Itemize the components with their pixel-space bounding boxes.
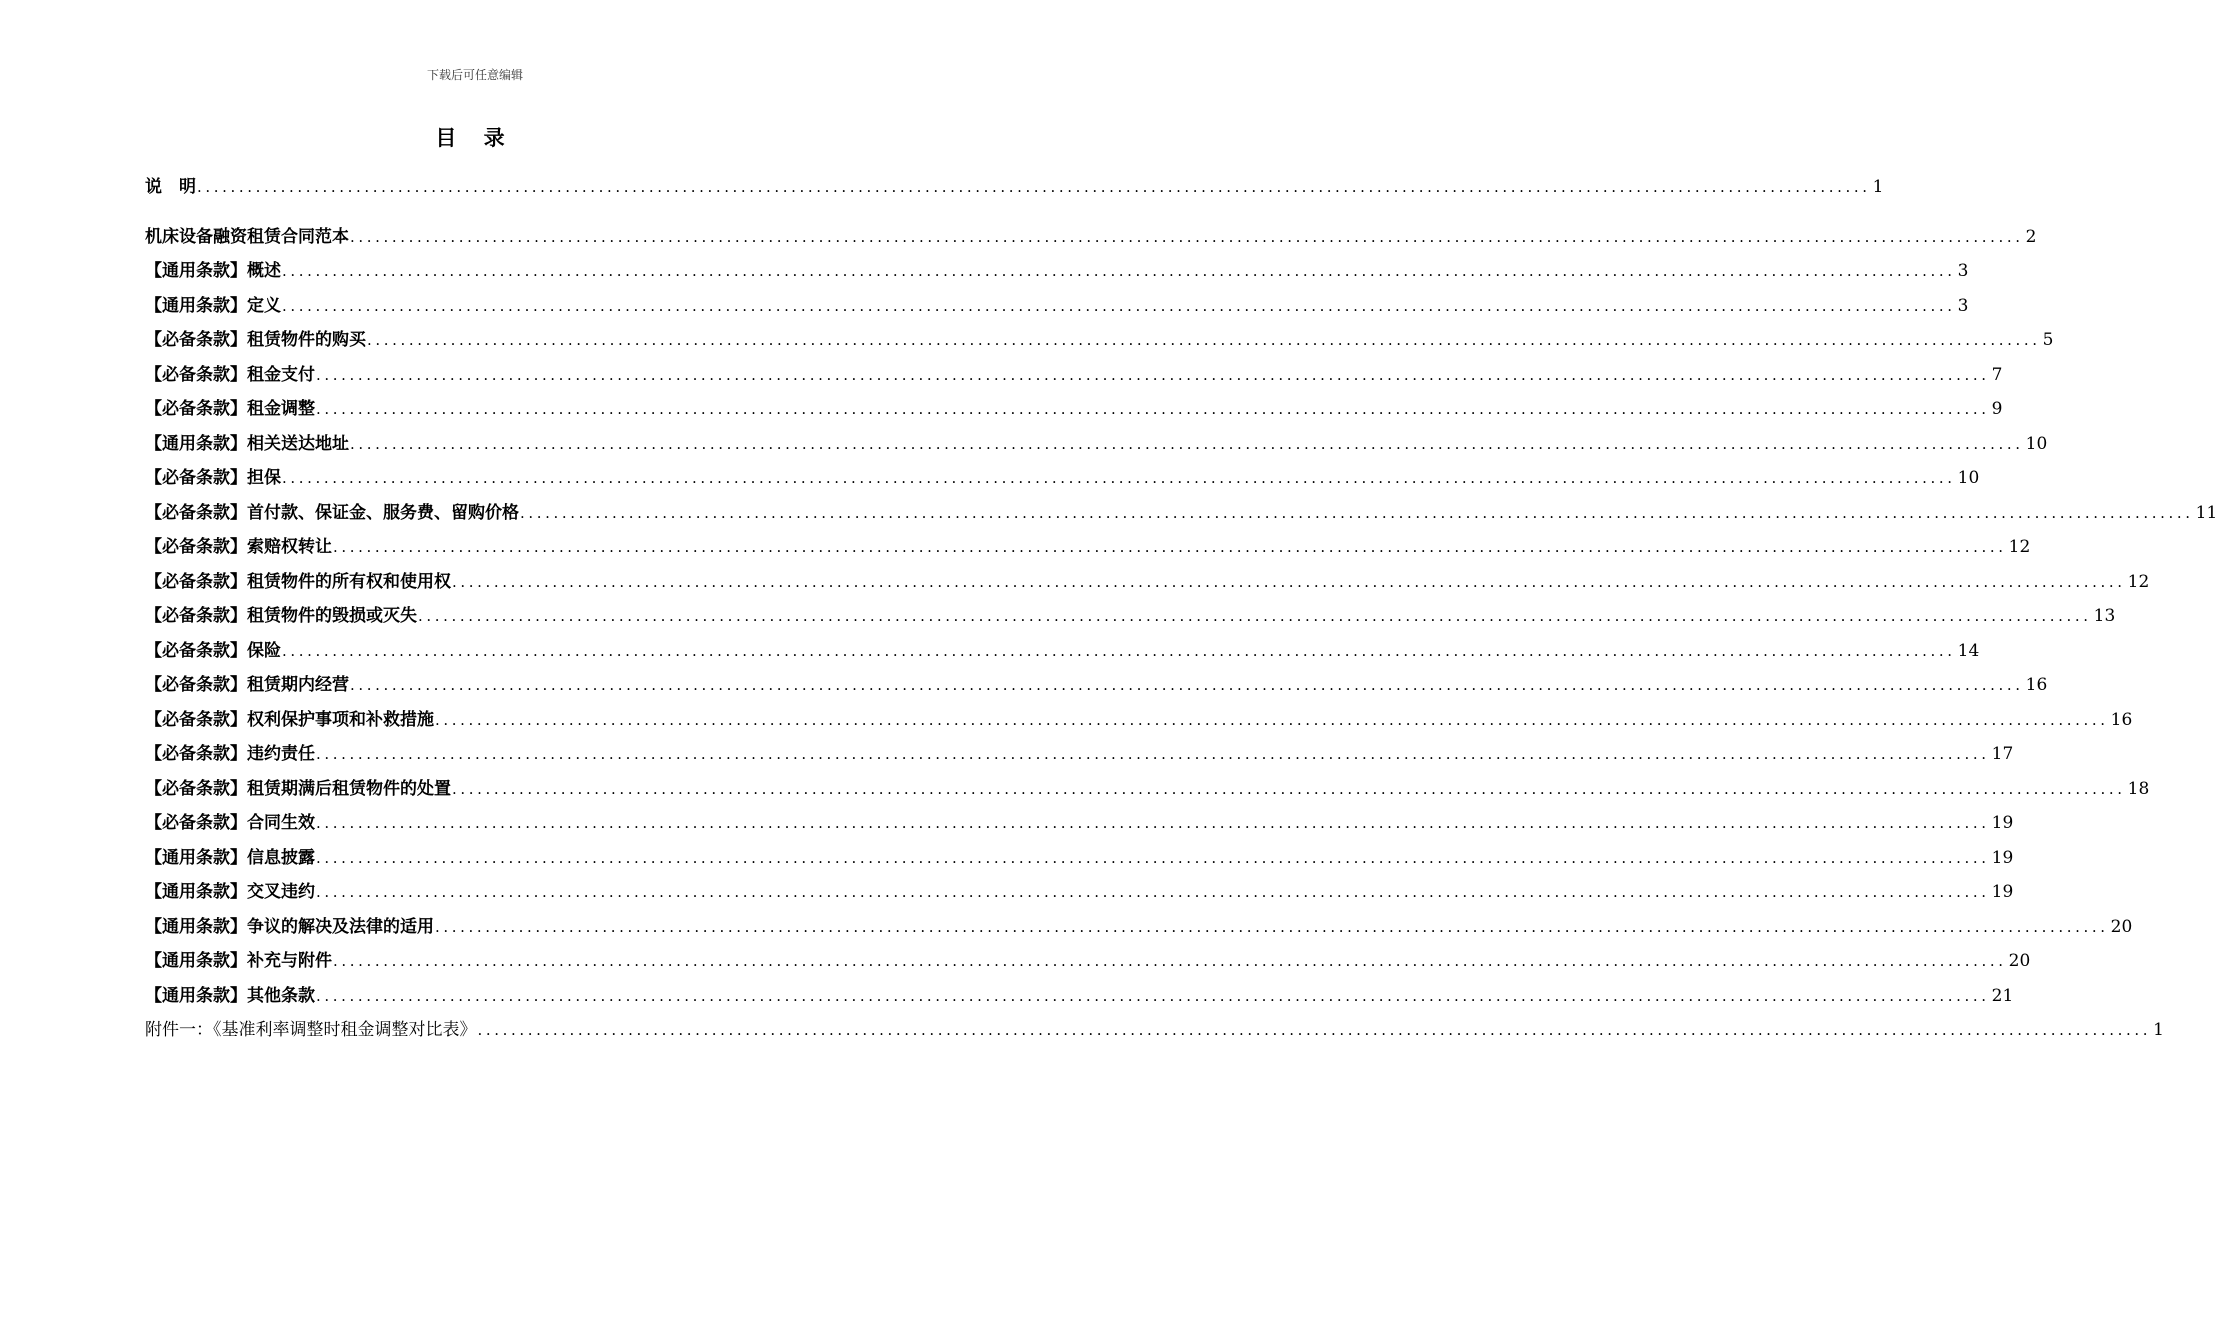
toc-dot-leader: ........................................................................................................................................................................................................ [282, 296, 1956, 315]
toc-dot-leader: ........................................................................................................................................................................................................ [316, 814, 1990, 832]
toc-entry[interactable] [145, 170, 1884, 205]
toc-entry-label: 【必备条款】合同生效 [145, 813, 315, 833]
toc-dot-leader: ........................................................................................................................................................................................................ [333, 952, 2007, 970]
toc-dot-leader: ........................................................................................................................................................................................................ [435, 710, 2109, 729]
toc-entry[interactable] [145, 944, 2031, 979]
toc-entry-page-number: 7 [1991, 364, 2003, 385]
toc-dot-leader: ........................................................................................................................................................................................................ [477, 1021, 2152, 1039]
toc-entry-page-number: 16 [2025, 675, 2048, 695]
toc-dot-leader: ........................................................................................................................................................................................................ [316, 365, 1990, 384]
toc-dot-leader: ........................................................................................................................................................................................................ [316, 400, 1990, 418]
toc-entry[interactable] [145, 427, 2048, 462]
toc-entry[interactable] [145, 668, 2048, 703]
toc-dot-leader: ........................................................................................................................................................................................................ [316, 986, 1990, 1005]
toc-entry[interactable] [145, 530, 2031, 565]
toc-entry-page-number: 21 [1991, 985, 2014, 1006]
toc-dot-leader: ........................................................................................................................................................................................................ [350, 434, 2024, 453]
toc-entry-page-number: 5 [2042, 330, 2054, 350]
toc-dot-leader: ........................................................................................................................................................................................................ [435, 917, 2109, 936]
toc-dot-leader: ........................................................................................................................................................................................................ [452, 779, 2126, 798]
toc-entry-label: 【必备条款】索赔权转让 [145, 537, 332, 557]
toc-entry[interactable] [145, 254, 1969, 289]
toc-entry-page-number: 19 [1991, 847, 2014, 868]
toc-entry-page-number: 2 [2025, 226, 2037, 247]
toc-entry[interactable] [145, 979, 2014, 1014]
toc-entry-label: 【必备条款】租金支付 [145, 364, 315, 385]
toc-entry-page-number: 13 [2093, 606, 2116, 626]
toc-dot-leader: ........................................................................................................................................................................................................ [197, 178, 1871, 196]
toc-entry-page-number: 10 [2025, 433, 2048, 454]
toc-entry-label: 【通用条款】争议的解决及法律的适用 [145, 916, 434, 937]
toc-entry-label: 机床设备融资租赁合同范本 [145, 226, 349, 247]
toc-entry[interactable] [145, 1013, 2164, 1048]
toc-entry[interactable] [145, 599, 2116, 634]
toc-entry-label: 【通用条款】概述 [145, 261, 281, 281]
toc-entry-label: 说 明 [145, 177, 196, 197]
toc-entry[interactable] [145, 634, 1980, 669]
toc-entry-label: 【必备条款】保险 [145, 640, 281, 661]
toc-dot-leader: ........................................................................................................................................................................................................ [282, 641, 1956, 660]
toc-entry[interactable] [145, 496, 2217, 531]
toc-dot-leader: ........................................................................................................................................................................................................ [350, 227, 2024, 246]
toc-dot-leader: ........................................................................................................................................................................................................ [333, 538, 2007, 556]
toc-dot-leader: ........................................................................................................................................................................................................ [282, 469, 1956, 487]
toc-entry-page-number: 18 [2127, 778, 2150, 799]
toc-entry[interactable] [145, 392, 2003, 427]
toc-entry[interactable] [145, 461, 1980, 496]
toc-entry-page-number: 1 [2153, 1020, 2164, 1040]
toc-entry-label: 【必备条款】首付款、保证金、服务费、留购价格 [145, 502, 519, 523]
toc-entry[interactable] [145, 565, 2150, 600]
toc-entry-page-number: 19 [1991, 882, 2014, 902]
page-header-note: 下载后可任意编辑 [426, 68, 523, 82]
toc-entry[interactable] [145, 289, 1969, 324]
toc-entry-label: 【通用条款】定义 [145, 295, 281, 316]
toc-entry-label: 附件一：《基准利率调整时租金调整对比表》 [145, 1020, 477, 1040]
toc-entry-page-number: 20 [2008, 951, 2031, 971]
toc-dot-leader: ........................................................................................................................................................................................................ [452, 572, 2126, 591]
toc-entry[interactable] [145, 772, 2150, 807]
toc-entry-page-number: 10 [1957, 468, 1980, 488]
toc-dot-leader: ........................................................................................................................................................................................................ [316, 745, 1990, 763]
toc-entry[interactable] [145, 841, 2014, 876]
toc-entry-label: 【必备条款】租赁物件的毁损或灭失 [145, 606, 417, 626]
toc-entry[interactable] [145, 806, 2014, 841]
toc-entry-page-number: 11 [2195, 502, 2217, 523]
toc-entry[interactable] [145, 737, 2014, 772]
toc-entry-label: 【必备条款】租赁期满后租赁物件的处置 [145, 778, 451, 799]
toc-entry-page-number: 16 [2110, 709, 2133, 730]
toc-entry[interactable] [145, 910, 2133, 945]
toc-entry-page-number: 3 [1957, 295, 1969, 316]
toc-entry-label: 【必备条款】违约责任 [145, 744, 315, 764]
toc-entry-label: 【通用条款】信息披露 [145, 847, 315, 868]
toc-entry-label: 【必备条款】租金调整 [145, 399, 315, 419]
toc-entry-label: 【通用条款】补充与附件 [145, 951, 332, 971]
toc-dot-leader: ........................................................................................................................................................................................................ [350, 676, 2024, 694]
toc-entry[interactable] [145, 358, 2003, 393]
toc-title: 目 录 [435, 126, 515, 150]
toc-entry-page-number: 3 [1957, 261, 1969, 281]
toc-dot-leader: ........................................................................................................................................................................................................ [282, 262, 1956, 280]
table-of-contents [145, 170, 2217, 1048]
toc-dot-leader: ........................................................................................................................................................................................................ [367, 331, 2041, 349]
toc-dot-leader: ........................................................................................................................................................................................................ [418, 607, 2092, 625]
toc-entry[interactable] [145, 323, 2054, 358]
toc-entry-page-number: 12 [2008, 537, 2031, 557]
toc-entry[interactable] [145, 703, 2133, 738]
toc-entry-page-number: 20 [2110, 916, 2133, 937]
toc-entry-label: 【必备条款】权利保护事项和补救措施 [145, 709, 434, 730]
toc-entry-label: 【通用条款】其他条款 [145, 985, 315, 1006]
toc-entry-label: 【必备条款】租赁物件的所有权和使用权 [145, 571, 451, 592]
toc-entry-page-number: 17 [1991, 744, 2014, 764]
toc-dot-leader: ........................................................................................................................................................................................................ [316, 883, 1990, 901]
toc-entry-page-number: 19 [1991, 813, 2014, 833]
toc-entry-label: 【通用条款】交叉违约 [145, 882, 315, 902]
toc-entry-page-number: 12 [2127, 571, 2150, 592]
toc-entry-label: 【必备条款】担保 [145, 468, 281, 488]
toc-entry-page-number: 1 [1872, 177, 1884, 197]
toc-entry-page-number: 9 [1991, 399, 2003, 419]
toc-entry[interactable] [145, 220, 2037, 255]
toc-entry-page-number: 14 [1957, 640, 1980, 661]
toc-dot-leader: ........................................................................................................................................................................................................ [520, 503, 2194, 522]
toc-entry-label: 【必备条款】租赁期内经营 [145, 675, 349, 695]
toc-entry-label: 【通用条款】相关送达地址 [145, 433, 349, 454]
toc-dot-leader: ........................................................................................................................................................................................................ [316, 848, 1990, 867]
toc-entry-label: 【必备条款】租赁物件的购买 [145, 330, 366, 350]
toc-entry[interactable] [145, 875, 2014, 910]
